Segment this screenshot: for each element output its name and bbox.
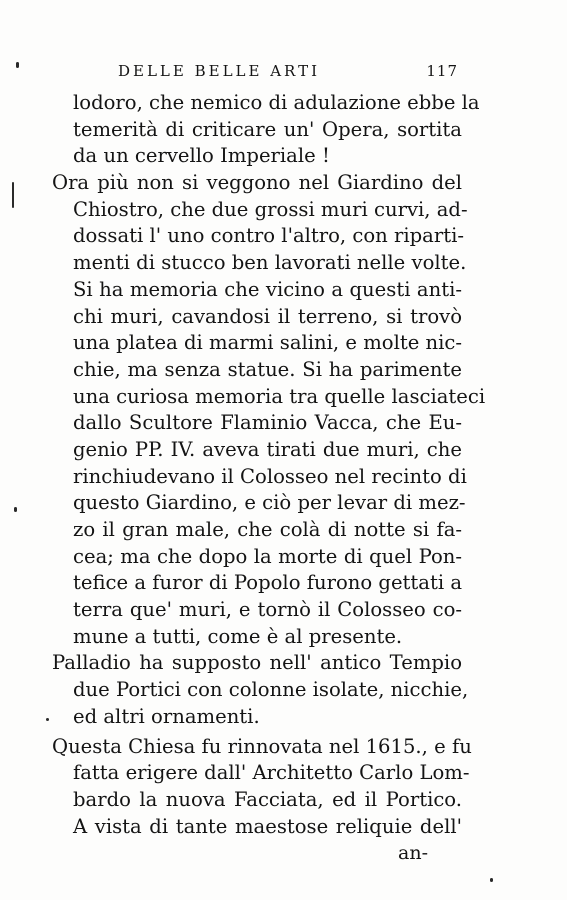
text-line: Questa Chiesa fu rinnovata nel 1615., e fu xyxy=(52,734,472,758)
text-line: menti di stucco ben lavorati nelle volte. xyxy=(73,251,467,275)
text-line: due Portici con colonne isolate, nicchie, xyxy=(73,678,469,702)
text-line: dossati l' uno contro l'altro, con riparti- xyxy=(73,224,464,248)
text-line: questo Giardino, e ciò per levar di mez- xyxy=(73,491,466,515)
text-line: rinchiudevano il Colosseo nel recinto di xyxy=(73,464,467,488)
edge-speck xyxy=(14,507,17,512)
page-number: 117 xyxy=(426,62,458,80)
text-line: chie, ma senza statue. Si ha parimente xyxy=(73,357,462,381)
text-line: tefice a furor di Popolo furono gettati a xyxy=(73,571,463,595)
running-head xyxy=(118,62,458,86)
running-head-title: DELLE BELLE ARTI xyxy=(118,62,321,80)
text-line: mune a tutti, come è al presente. xyxy=(73,624,403,648)
text-line: una curiosa memoria tra quelle lasciateci xyxy=(73,384,486,408)
text-line: Si ha memoria che vicino a questi anti- xyxy=(73,277,462,301)
text-line: Palladio ha supposto nell' antico Tempio xyxy=(52,651,462,675)
text-line: cea; ma che dopo la morte di quel Pon- xyxy=(73,544,462,568)
text-line: temerità di criticare un' Opera, sortita xyxy=(73,117,462,141)
catchword: an- xyxy=(398,842,428,864)
text-line: terra que' muri, e tornò il Colosseo co- xyxy=(73,598,462,622)
edge-speck xyxy=(16,62,19,68)
text-line: zo il gran male, che colà di notte si fa- xyxy=(73,518,462,541)
text-line: una platea di marmi salini, e molte nic- xyxy=(73,331,463,355)
text-line: bardo la nuova Facciata, ed il Portico. xyxy=(73,787,462,811)
edge-speck xyxy=(46,718,49,721)
text-line: A vista di tante maestose reliquie dell' xyxy=(73,814,462,838)
text-line: genio PP. IV. aveva tirati due muri, che xyxy=(73,437,462,461)
edge-speck xyxy=(12,182,14,208)
edge-speck xyxy=(490,878,493,882)
text-line: chi muri, cavandosi il terreno, si trovò xyxy=(73,304,462,328)
text-line: dallo Scultore Flaminio Vacca, che Eu- xyxy=(73,411,462,435)
text-line: da un cervello Imperiale ! xyxy=(73,144,330,168)
text-line: Chiostro, che due grossi muri curvi, ad- xyxy=(73,197,468,221)
text-line: ed altri ornamenti. xyxy=(73,704,260,728)
body-text xyxy=(52,90,486,840)
text-line: fatta erigere dall' Architetto Carlo Lom- xyxy=(73,761,470,785)
text-line: Ora più non si veggono nel Giardino del xyxy=(52,171,462,195)
text-line: lodoro, che nemico di adulazione ebbe la xyxy=(73,91,480,114)
